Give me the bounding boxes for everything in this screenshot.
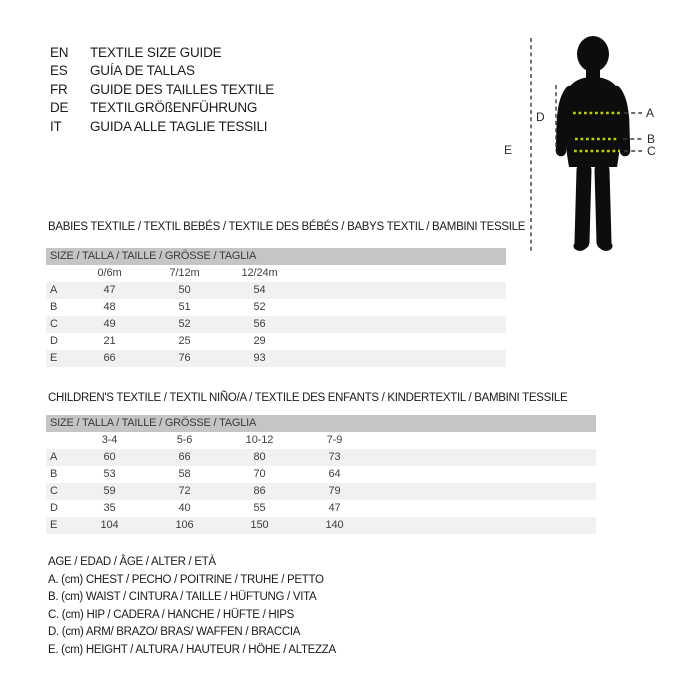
- legend-age: AGE / EDAD / ÂGE / ALTER / ETÀ: [48, 556, 216, 568]
- column-header: 12/24m: [241, 267, 278, 279]
- table-cell: 35: [103, 502, 116, 514]
- column-header-row: [46, 432, 596, 449]
- size-header-bar: SIZE / TALLA / TAILLE / GRÖSSE / TAGLIA: [46, 248, 506, 265]
- table-row: [46, 500, 596, 517]
- table-cell: 79: [328, 485, 341, 497]
- table-cell: 73: [328, 451, 341, 463]
- babies-size-table: [46, 248, 506, 367]
- table-cell: 140: [325, 519, 344, 531]
- table-cell: 47: [103, 284, 116, 296]
- table-cell: 54: [253, 284, 266, 296]
- table-cell: 21: [103, 335, 116, 347]
- column-header: 10-12: [245, 434, 274, 446]
- table-cell: 66: [103, 352, 116, 364]
- children-size-table: [46, 415, 596, 534]
- row-label: E: [50, 519, 58, 531]
- lang-title: GUÍA DE TALLAS: [90, 63, 195, 79]
- table-cell: 25: [178, 335, 191, 347]
- list-item: [50, 81, 274, 99]
- table-cell: 72: [178, 485, 191, 497]
- language-title-list: [50, 44, 274, 136]
- row-label: E: [50, 352, 58, 364]
- table-cell: 56: [253, 318, 266, 330]
- table-cell: 50: [178, 284, 191, 296]
- table-cell: 47: [328, 502, 341, 514]
- figure-label-height: E: [504, 143, 513, 157]
- row-label: A: [50, 451, 58, 463]
- table-cell: 49: [103, 318, 116, 330]
- table-row: [46, 517, 596, 534]
- table-row: [46, 449, 596, 466]
- legend-height: E. (cm) HEIGHT / ALTURA / HAUTEUR / HÖHE / ALTEZZA: [48, 643, 336, 656]
- lang-title: GUIDE DES TAILLES TEXTILE: [90, 81, 275, 97]
- table-cell: 106: [175, 519, 194, 531]
- table-cell: 59: [103, 485, 116, 497]
- list-item: [50, 99, 274, 117]
- table-cell: 58: [178, 468, 191, 480]
- table-row: [46, 316, 506, 333]
- column-header-row: [46, 265, 506, 282]
- table-cell: 55: [253, 502, 266, 514]
- table-row: [46, 483, 596, 500]
- table-cell: 52: [253, 301, 266, 313]
- lang-code: EN: [50, 45, 69, 60]
- table-cell: 48: [103, 301, 116, 313]
- lang-code: ES: [50, 63, 68, 79]
- table-cell: 64: [328, 468, 341, 480]
- table-row: [46, 282, 506, 299]
- row-label: B: [50, 301, 58, 313]
- column-header: 7-9: [326, 434, 343, 446]
- lang-title: GUIDA ALLE TAGLIE TESSILI: [90, 118, 268, 134]
- lang-code: IT: [50, 118, 62, 134]
- table-row: [46, 350, 506, 367]
- legend-hip: C. (cm) HIP / CADERA / HANCHE / HÜFTE / HIPS: [48, 608, 295, 621]
- lang-code: DE: [50, 100, 69, 116]
- row-label: D: [50, 502, 58, 514]
- legend-chest: A. (cm) CHEST / PECHO / POITRINE / TRUHE / PETTO: [48, 573, 324, 586]
- lang-code: FR: [50, 81, 68, 97]
- table-cell: 80: [253, 451, 266, 463]
- row-label: B: [50, 468, 58, 480]
- corner-cell: [46, 265, 72, 282]
- row-label: D: [50, 335, 58, 347]
- size-header-bar: SIZE / TALLA / TAILLE / GRÖSSE / TAGLIA: [46, 415, 596, 432]
- row-label: C: [50, 485, 58, 497]
- table-cell: 76: [178, 352, 191, 364]
- figure-label-hip: C: [647, 144, 656, 158]
- figure-label-arm: D: [536, 110, 545, 124]
- table-cell: 93: [253, 352, 266, 364]
- list-item: [50, 44, 274, 62]
- table-cell: 66: [178, 451, 191, 463]
- measurement-legend: [48, 554, 336, 659]
- table-cell: 104: [100, 519, 119, 531]
- babies-section-title: BABIES TEXTILE / TEXTIL BEBÉS / TEXTILE DES BÉBÉS / BABYS TEXTIL / BAMBINI TESSILE: [48, 221, 526, 233]
- list-item: [50, 118, 274, 136]
- children-section-title: CHILDREN'S TEXTILE / TEXTIL NIÑO/A / TEXTILE DES ENFANTS / KINDERTEXTIL / BAMBINI TESSILE: [48, 392, 568, 404]
- legend-arm: D. (cm) ARM/ BRAZO/ BRAS/ WAFFEN / BRACCIA: [48, 626, 301, 638]
- row-label: C: [50, 318, 58, 330]
- table-cell: 53: [103, 468, 116, 480]
- table-cell: 86: [253, 485, 266, 497]
- table-cell: 52: [178, 318, 191, 330]
- corner-cell: [46, 432, 72, 449]
- table-cell: 40: [178, 502, 191, 514]
- column-header: 7/12m: [169, 267, 200, 279]
- table-cell: 150: [250, 519, 269, 531]
- row-label: A: [50, 284, 58, 296]
- figure-label-waist: B: [647, 132, 656, 146]
- table-cell: 29: [253, 335, 266, 347]
- lang-title: TEXTILE SIZE GUIDE: [90, 45, 222, 60]
- table-cell: 60: [103, 451, 116, 463]
- legend-waist: B. (cm) WAIST / CINTURA / TAILLE / HÜFTUNG / VITA: [48, 591, 317, 603]
- table-row: [46, 466, 596, 483]
- column-header: 5-6: [176, 434, 193, 446]
- figure-label-chest: A: [646, 106, 655, 120]
- column-header: 0/6m: [97, 267, 122, 279]
- table-row: [46, 333, 506, 350]
- list-item: [50, 62, 274, 80]
- lang-title: TEXTILGRÖßENFÜHRUNG: [90, 100, 258, 116]
- table-cell: 51: [178, 301, 191, 313]
- table-row: [46, 299, 506, 316]
- column-header: 3-4: [101, 434, 118, 446]
- table-cell: 70: [253, 468, 266, 480]
